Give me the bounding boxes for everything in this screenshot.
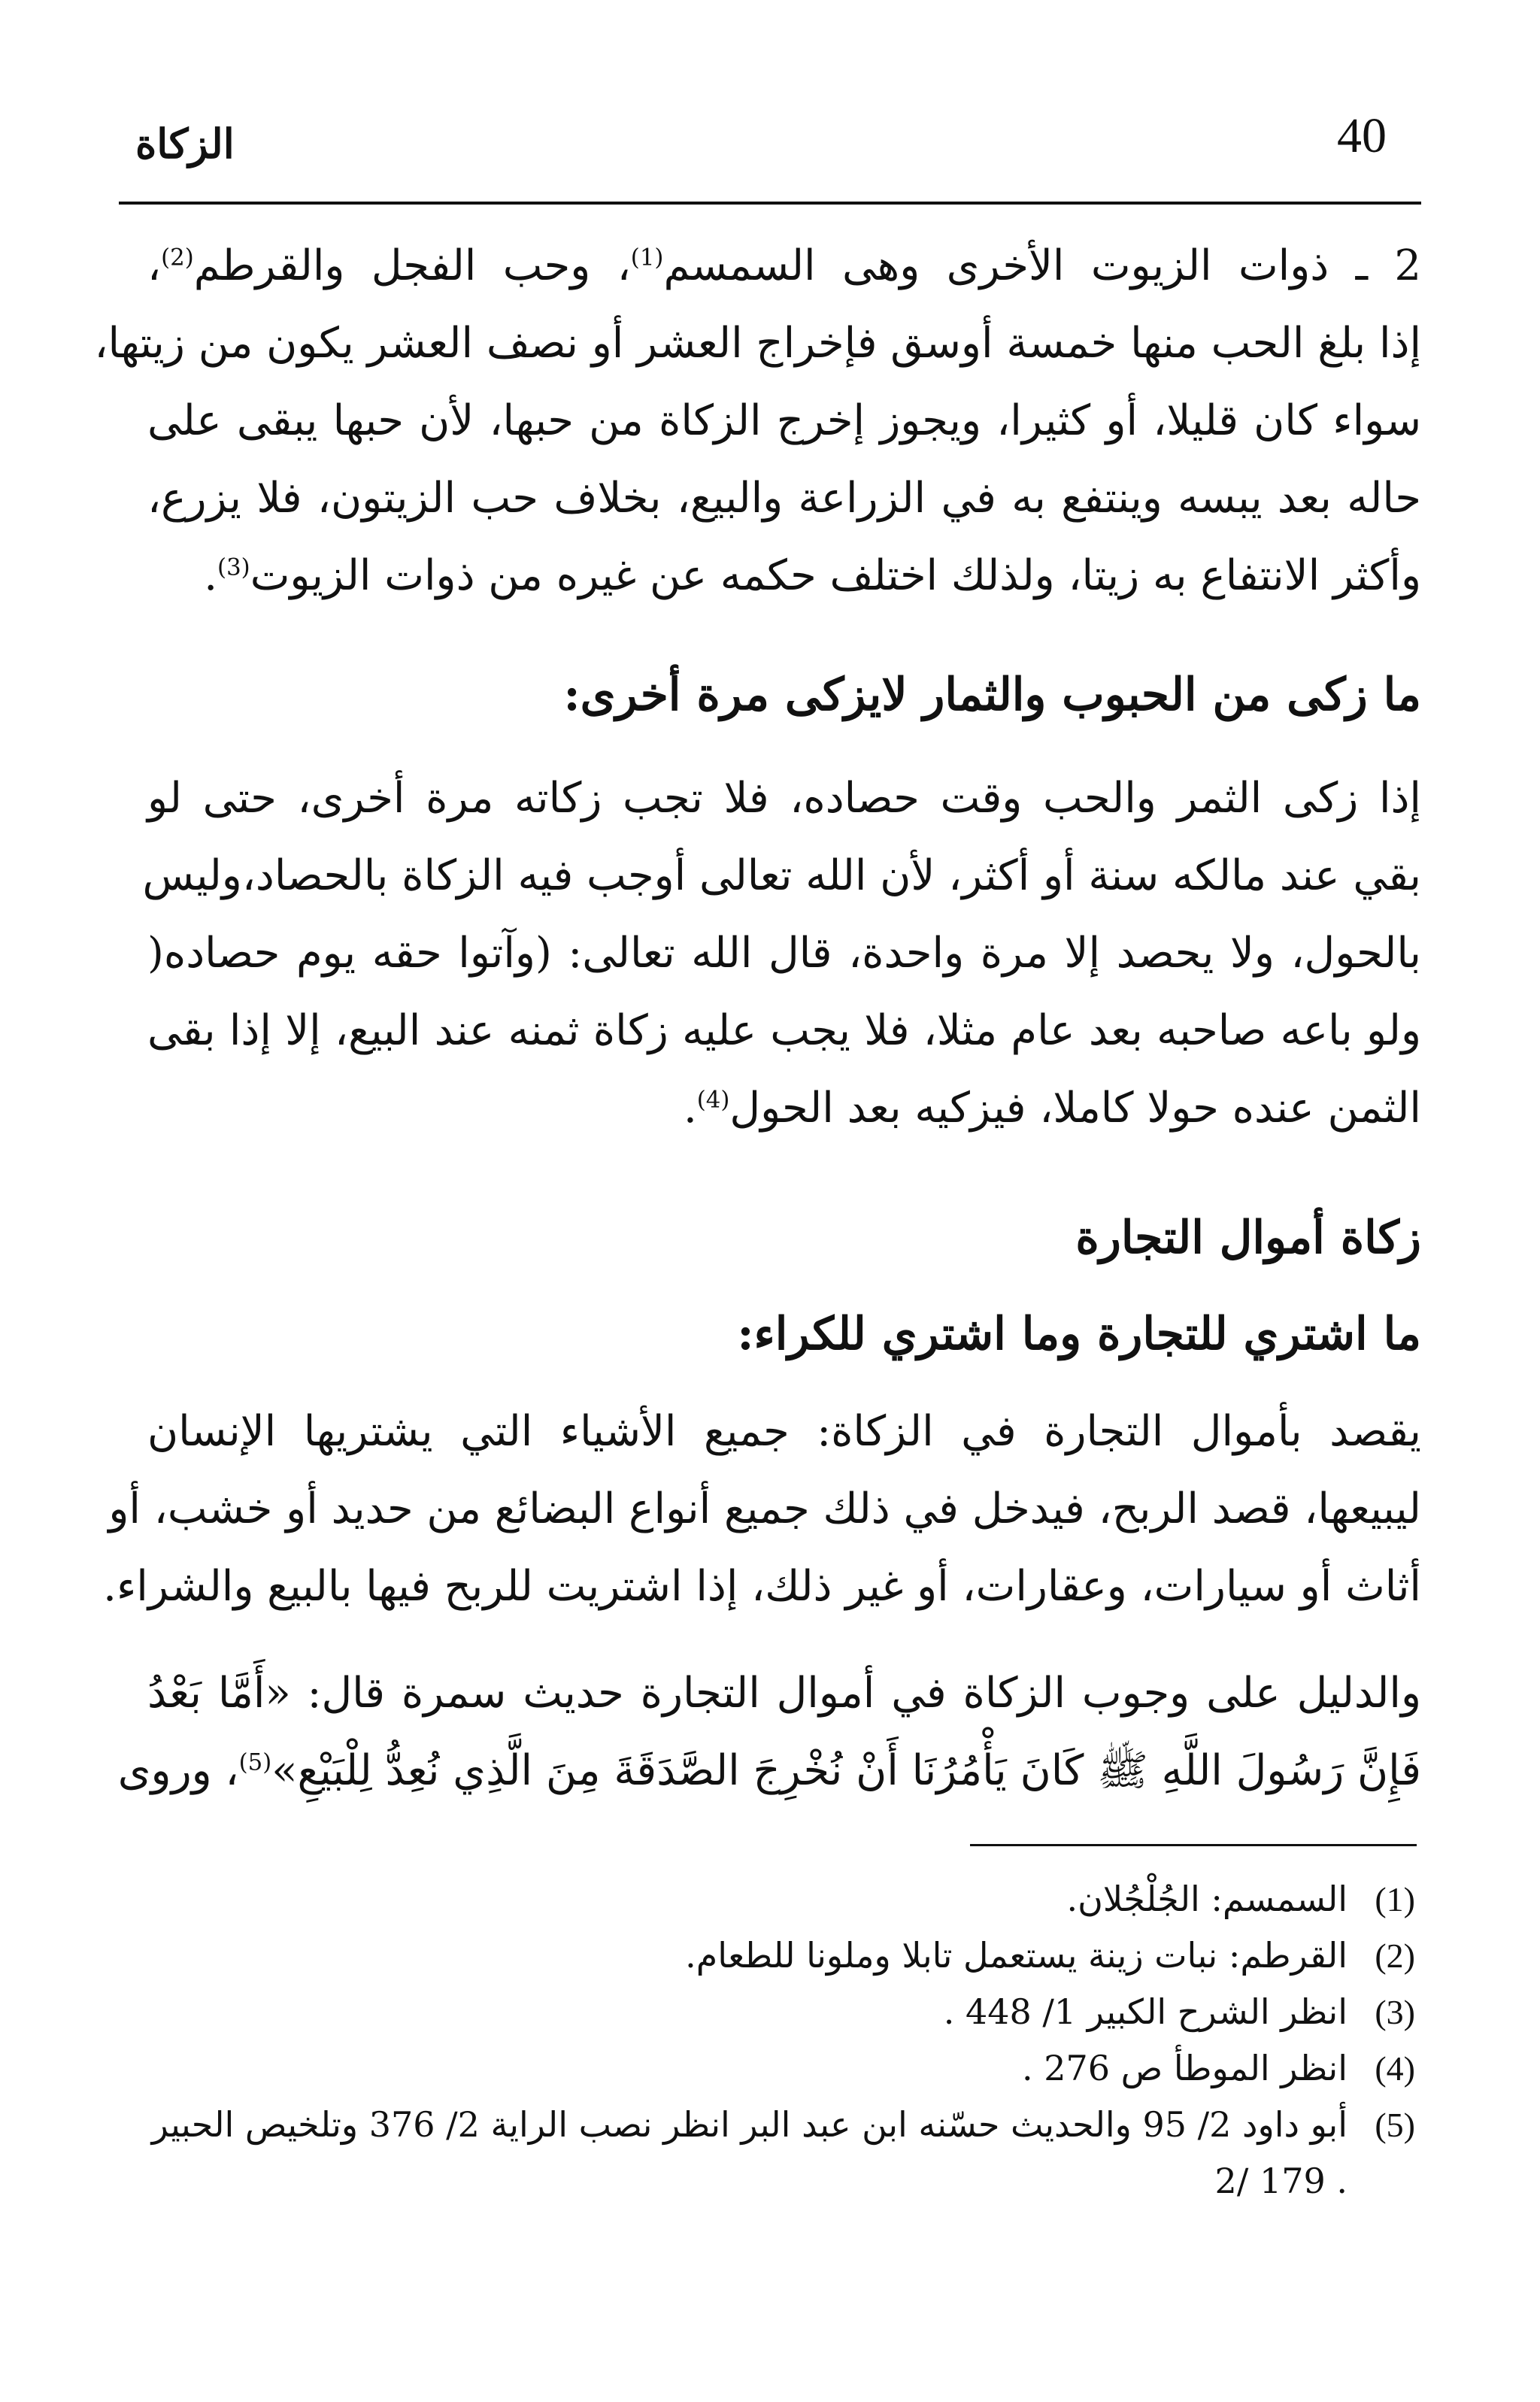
paragraph-once (142, 760, 1422, 1147)
paragraph-evidence (117, 1654, 1421, 1809)
footnote-ref: (2) (161, 244, 194, 271)
footnote (143, 2153, 1415, 2209)
text-line: الثمن عنده حولا كاملا، فيزكيه بعد الحول$^{(4)}$. (683, 1084, 1421, 1133)
text-line: والدليل على وجوب الزكاة في أموال التجارة حديث سمرة قال: «أَمَّا بَعْدُ (147, 1669, 1421, 1718)
text-line: يقصد بأموال التجارة في الزكاة: جميع الأشياء التي يشتريها الإنسان (147, 1407, 1421, 1456)
footnote-number: (4) (1375, 2049, 1415, 2088)
text-line: بالحول، ولا يحصد إلا مرة واحدة، قال الله تعالى: (وآتوا حقه يوم حصاده( (147, 929, 1422, 978)
footnote (143, 2040, 1415, 2097)
footnote-ref: (5) (238, 1748, 272, 1776)
text-line: 2 ـ ذوات الزيوت الأخرى وهى السمسم$^{(1)}$، وحب الفجل والقرطم$^{(2)}$، (147, 241, 1421, 290)
footnote-number: (1) (1375, 1880, 1415, 1918)
text-line: إذا بلغ الحب منها خمسة أوسق فإخراج العشر أو نصف العشر يكون من زيتها، (94, 319, 1421, 368)
footnote (143, 1927, 1415, 1984)
footnote-ref: (1) (630, 244, 664, 271)
running-head: الزكاة (135, 120, 235, 168)
footnote-text: السمسم: الجُلْجُلان. (1066, 1879, 1348, 1919)
section-heading-trade: زكاة أموال التجارة (1075, 1212, 1421, 1264)
subheading-trade: ما اشتري للتجارة وما اشتري للكراء: (737, 1308, 1421, 1360)
footnote-rule (970, 1844, 1417, 1846)
text-line: إذا زكى الثمر والحب وقت حصاده، فلا تجب زكاته مرة أخرى، حتى لو (147, 774, 1421, 823)
paragraph-oils (94, 227, 1422, 614)
paragraph-trade (103, 1393, 1421, 1625)
footnote-number: (3) (1375, 1993, 1415, 2031)
text-line: بقي عند مالكه سنة أو أكثر، لأن الله تعالى أوجب فيه الزكاة بالحصاد،وليس (142, 851, 1421, 900)
footnote-text: انظر الشرح الكبير 1/ 448 . (943, 1991, 1348, 2032)
text-line: حاله بعد يبسه وينتفع به في الزراعة والبيع، بخلاف حب الزيتون، فلا يزرع، (147, 474, 1421, 523)
footnote-text: . 179 /2 (1214, 2161, 1348, 2201)
page-number: 40 (1337, 108, 1387, 163)
footnote (143, 2097, 1415, 2153)
text-line: ولو باعه صاحبه بعد عام مثلا، فلا يجب عليه زكاة ثمنه عند البيع، إلا إذا بقى (147, 1006, 1421, 1055)
section-heading-once: ما زكى من الحبوب والثمار لايزكى مرة أخرى: (563, 669, 1421, 721)
footnote-ref: (4) (696, 1086, 730, 1114)
header-rule (119, 202, 1421, 205)
text-line: ليبيعها، قصد الربح، فيدخل في ذلك جميع أنواع البضائع من حديد أو خشب، أو (108, 1485, 1421, 1533)
text-line: سواء كان قليلا، أو كثيرا، ويجوز إخرج الزكاة من حبها، لأن حبها يبقى على (147, 396, 1422, 445)
footnote-text: القرطم: نبات زينة يستعمل تابلا وملونا للطعام. (685, 1935, 1348, 1976)
footnote (143, 1871, 1415, 1927)
text-line: أثاث أو سيارات، وعقارات، أو غير ذلك، إذا اشتريت للربح فيها بالبيع والشراء. (103, 1562, 1421, 1611)
text-line: وأكثر الانتفاع به زيتا، ولذلك اختلف حكمه عن غيره من ذوات الزيوت$^{(3)}$. (204, 551, 1421, 600)
footnote-number: (5) (1375, 2106, 1415, 2144)
footnote-number: (2) (1375, 1936, 1415, 1975)
footnotes (143, 1871, 1415, 2209)
footnote-text: انظر الموطأ ص 276 . (1021, 2048, 1348, 2088)
text-line: فَإِنَّ رَسُولَ اللَّهِ ﷺ كَانَ يَأْمُرُنَا أَنْ نُخْرِجَ الصَّدَقَةَ مِنَ الَّذِي نُعِدُّ لِلْبَيْعِ»$^{(5)}$، وروى (117, 1746, 1421, 1795)
footnote-text: أبو داود 2/ 95 والحديث حسّنه ابن عبد البر انظر نصب الراية 2/ 376 وتلخيص الحبير (151, 2104, 1348, 2145)
footnote-ref: (3) (217, 553, 250, 581)
footnote (143, 1984, 1415, 2040)
